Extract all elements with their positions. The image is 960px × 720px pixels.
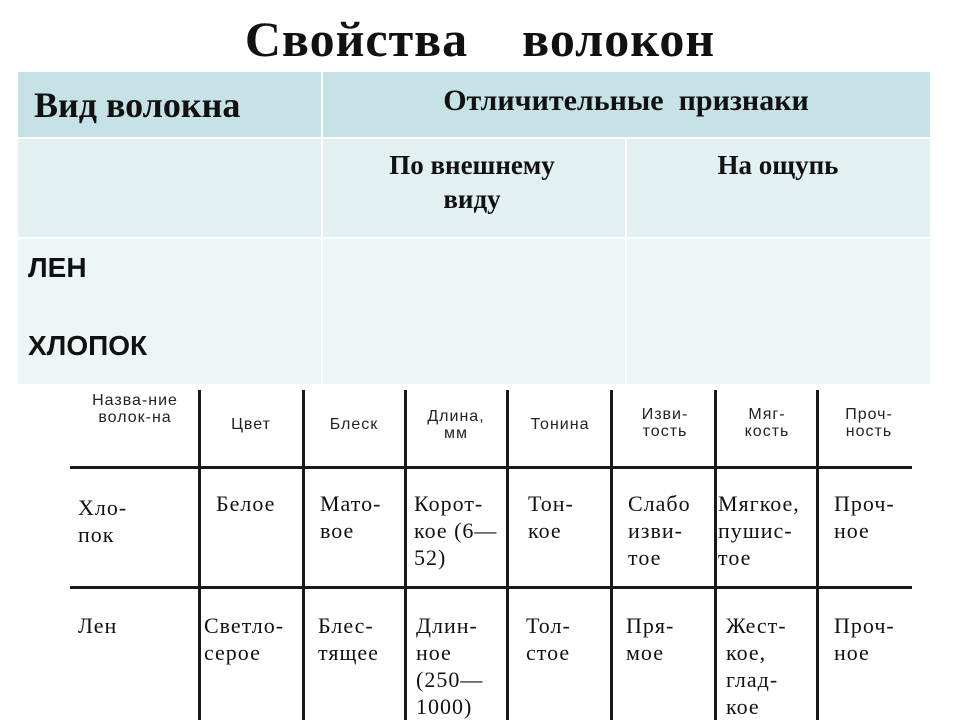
subheader-touch: На ощупь (717, 150, 839, 180)
scan-row-flax-color: Светло-серое (204, 613, 285, 665)
header-fiber-type: Вид волокна (34, 85, 241, 125)
scan-row-flax-name: Лен (78, 613, 118, 638)
scan-row-flax-softness: Жест-кое, глад-кое (726, 613, 787, 719)
scan-header-softness: Мяг-кость (744, 406, 790, 440)
header-cell-fiber-type (18, 72, 322, 138)
scan-row-cotton-luster: Мато-вое (320, 491, 382, 543)
scan-header-luster: Блеск (329, 416, 379, 433)
header-distinctive-features: Отличительные признаки (443, 84, 809, 117)
body-cell-touch (626, 238, 930, 384)
page-title: Свойства волокон (244, 11, 716, 67)
scan-row-cotton-color: Белое (216, 491, 276, 516)
fiber-properties-table (18, 72, 930, 384)
scan-header-color: Цвет (231, 416, 271, 433)
table-line (506, 390, 509, 720)
grid-line (18, 237, 930, 239)
table-line (610, 390, 613, 720)
scan-row-flax-fineness: Тол-стое (526, 613, 571, 665)
scan-row-flax-luster: Блес-тящее (318, 613, 379, 665)
table-line (714, 390, 717, 720)
body-cell-names (18, 238, 322, 384)
scan-header-strength: Проч-ность (845, 406, 893, 440)
subheader-cell-touch (626, 138, 930, 238)
scan-row-flax-strength: Проч-ное (834, 613, 895, 665)
grid-line (625, 138, 627, 384)
scan-header-fineness: Тонина (530, 416, 590, 433)
header-cell-distinctive-features (322, 72, 930, 138)
scan-row-cotton-strength: Проч-ное (834, 491, 895, 543)
table-line (302, 390, 305, 720)
table-line (816, 390, 819, 720)
scanned-fiber-table (70, 390, 912, 720)
table-line (70, 466, 912, 469)
subheader-appearance: По внешнему виду (389, 150, 555, 214)
scan-row-cotton-crimp: Слабо изви-тое (628, 491, 691, 570)
scan-header-name: Назва-ние волок-на (92, 392, 178, 426)
scan-row-cotton-name: Хло-пок (78, 495, 128, 547)
subheader-empty-cell (18, 138, 322, 238)
scan-header-length: Длина, мм (427, 408, 485, 442)
grid-line (321, 72, 323, 384)
table-line (70, 586, 912, 589)
table-line (404, 390, 407, 720)
grid-line (18, 137, 930, 139)
scan-row-flax-crimp: Пря-мое (626, 613, 675, 665)
row-label-cotton: ХЛОПОК (28, 330, 148, 361)
scan-row-cotton-softness: Мягкое, пушис-тое (718, 491, 800, 570)
scan-row-cotton-fineness: Тон-кое (528, 491, 574, 543)
row-label-flax: ЛЕН (28, 252, 87, 283)
scan-row-flax-length: Длин-ное (250—1000) (416, 613, 484, 719)
body-cell-appearance (322, 238, 626, 384)
scan-header-crimp: Изви-тость (641, 406, 689, 440)
table-line (198, 390, 201, 720)
scan-row-cotton-length: Корот-кое (6—52) (414, 491, 498, 570)
subheader-cell-appearance (322, 138, 626, 238)
